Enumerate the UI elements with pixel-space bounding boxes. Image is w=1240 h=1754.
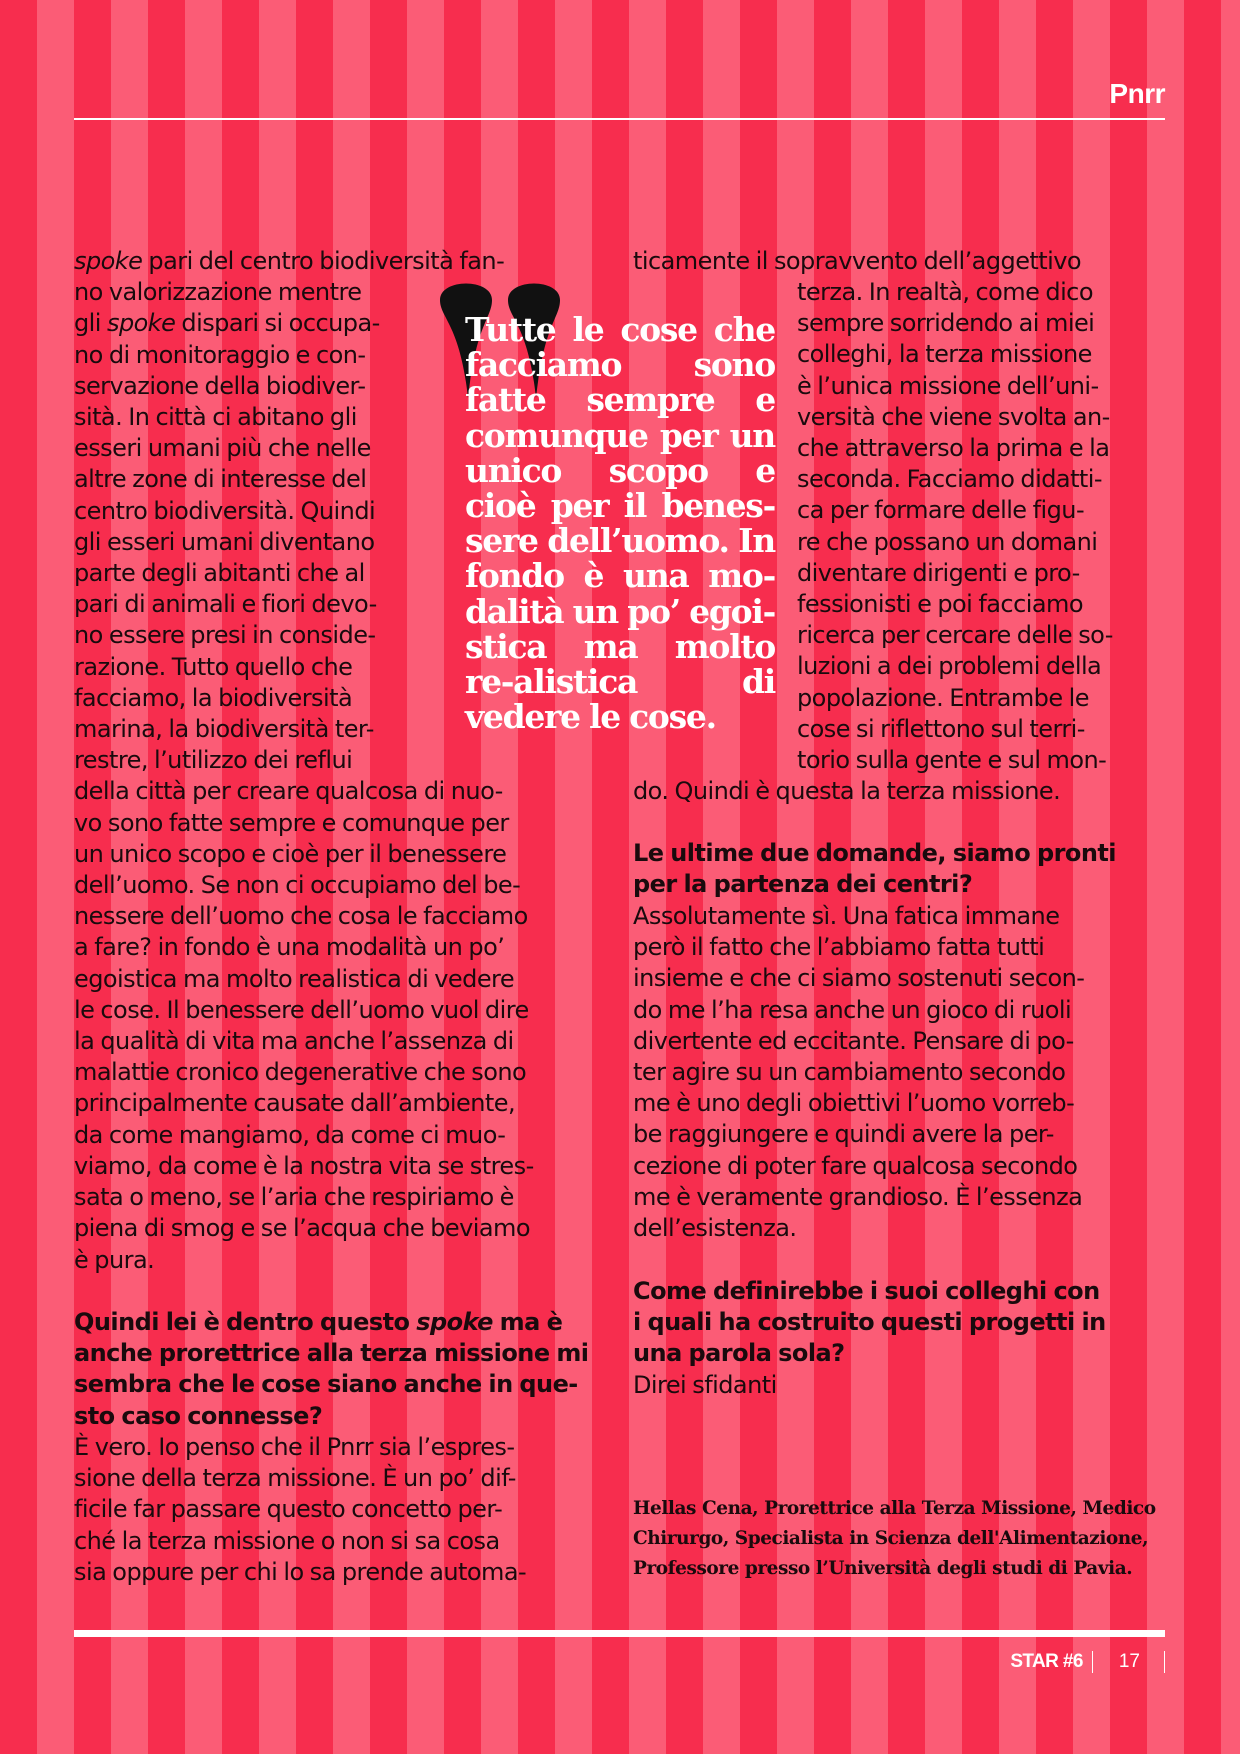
footer-divider bbox=[1092, 1651, 1093, 1673]
header-rule bbox=[74, 118, 1165, 120]
column1-body: spoke pari del centro biodiversità fan- no valorizzazione mentre gli spoke dispari si occupa- no di monitoraggio e con- servazione della biodiver- sità. In città ci abitano gli esseri umani più che nelle altre zone di interesse del centro biodiversità. Quindi gli esseri umani diventano parte degli abitanti che al pari di animali e fiori devo- no essere presi in conside- razione. Tutto quello che facciamo, la biodiversità marina, la biodiversità ter- restre, l’utilizzo dei reflui della città per creare qualcosa di nuo- vo sono fatte sempre e comunque per un unico scopo e cioè per il benessere dell’uomo. Se non ci occupiamo del be- nessere dell’uomo che cosa le facciamo a fare? in fondo è una modalità un po’ egoistica ma molto realistica di vedere le cose. Il benessere dell’uomo vuol dire la qualità di vita ma anche l’assenza di malattie cronico degenerative che sono principalmente causate dall’ambiente, da come mangiamo, da come ci muo- viamo, da come è la nostra vita se stres- sata o meno, se l’aria che respiriamo è piena di smog e se l’acqua che beviamo è pura. bbox=[74, 247, 534, 1274]
answer-3: Direi sfidanti bbox=[633, 1371, 777, 1399]
footer-divider bbox=[1164, 1651, 1165, 1673]
column2-narrow: terza. In realtà, come dico sempre sorridendo ai miei colleghi, la terza missione è l’unica missione dell’uni- versità che viene svolta an- che attraverso la prima e la seconda. Facciamo didatti- ca per formare delle figu- re che possano un domani diventare dirigenti e pro- fessionisti e poi facciamo ricerca per cercare delle so- luzioni a dei problemi della popolazione. Entrambe le cose si riflettono sul terri- torio sulla gente e sul mon- bbox=[797, 278, 1113, 775]
publication-name: STAR #6 bbox=[1010, 1651, 1083, 1672]
author-caption: Hellas Cena, Prorettrice alla Terza Missione, Medico Chirurgo, Specialista in Scienza dell'Alimentazione, Professore presso l’Università degli studi di Pavia. bbox=[633, 1498, 1156, 1579]
footer-rule bbox=[74, 1630, 1165, 1637]
page-number: 17 bbox=[1118, 1651, 1140, 1672]
question-2 bbox=[633, 838, 1165, 900]
question-1-text: Quindi lei è dentro questo spoke ma è anche prorettrice alla terza missione mi sembra che le cose siano anche in que- sto caso connesse? bbox=[74, 1308, 589, 1430]
column2-wide-end: do. Quindi è questa la terza missione. bbox=[633, 777, 1061, 805]
footer bbox=[1010, 1650, 1165, 1674]
answer-1: È vero. Io penso che il Pnrr sia l’espres- sione della terza missione. È un po’ dif- ficile far passare questo concetto per- ché la terza missione o non si sa cosa sia oppure per chi lo sa prende automa- bbox=[74, 1433, 527, 1586]
question-2-text: Le ultime due domande, siamo pronti per la partenza dei centri? bbox=[633, 839, 1116, 899]
column2-first-line: ticamente il sopravvento dell’aggettivo bbox=[633, 247, 1082, 275]
question-3 bbox=[633, 1276, 1165, 1370]
pull-quote: Tutte le cose che facciamo sono fatte sempre e comunque per un unico scopo e cioè per il benes-sere dell’uomo. In fondo è una mo-dalità un po’ egoi-stica ma molto re-alistica di vedere le cose. bbox=[465, 310, 775, 737]
question-3-text: Come definirebbe i suoi colleghi con i quali ha costruito questi progetti in una parola sola? bbox=[633, 1277, 1106, 1368]
section-title: Pnrr bbox=[1109, 78, 1165, 109]
answer-2: Assolutamente sì. Una fatica immane però il fatto che l’abbiamo fatta tutti insieme e che ci siamo sostenuti secon- do me l’ha resa anche un gioco di ruoli divertente ed eccitante. Pensare di po- ter agire su un cambiamento secondo me è uno degli obiettivi l’uomo vorreb- be raggiungere e quindi avere la per- cezione di poter fare qualcosa secondo me è veramente grandioso. È l’essenza dell’esistenza. bbox=[633, 902, 1085, 1243]
question-1 bbox=[74, 1307, 606, 1432]
